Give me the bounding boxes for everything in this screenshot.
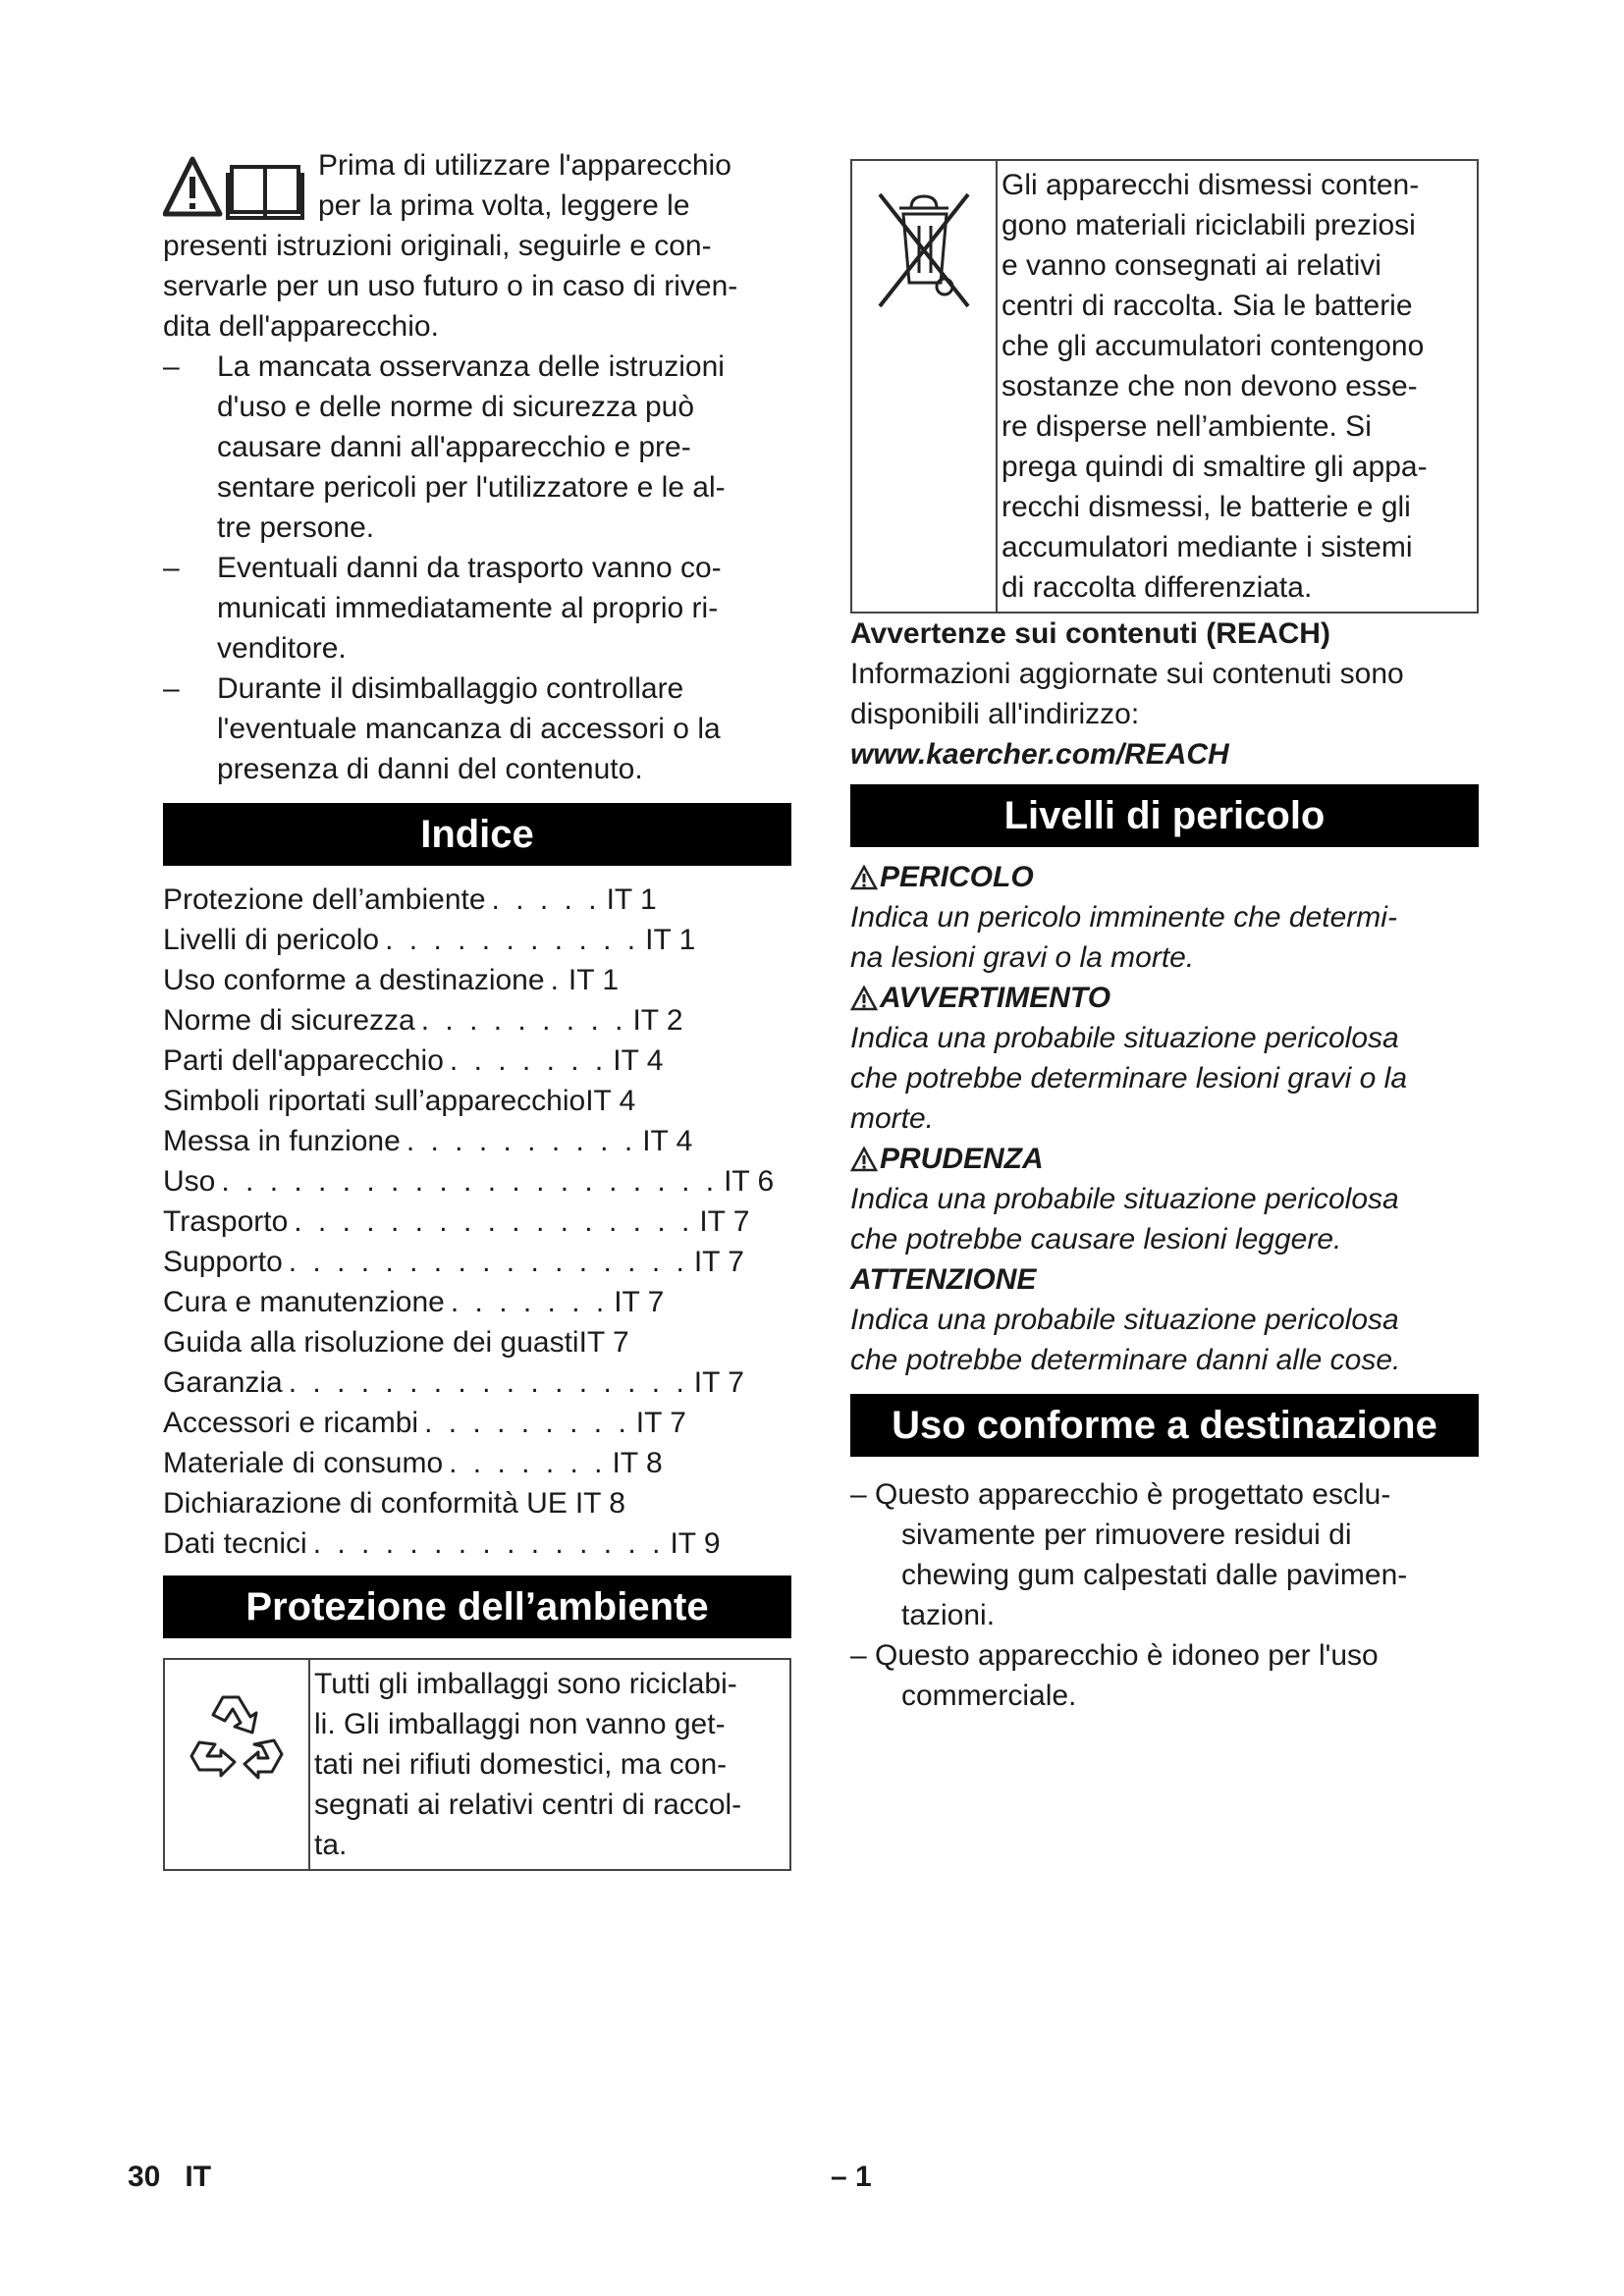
intended-use-list — [850, 1474, 1479, 1716]
hazard-attenzione: ATTENZIONE Indica una probabile situazione pericolosa che potrebbe determinare danni alle cose. — [850, 1263, 1401, 1376]
table-of-contents — [163, 880, 791, 1564]
intro-line-4: servarle per un uso futuro o in caso di riven- — [163, 270, 738, 302]
recycle-text: Tutti gli imballaggi sono riciclabi- li. Gli imballaggi non vanno get- tati nei rifiuti domestici, ma con- segnati ai relativi centri di raccol- ta. — [314, 1668, 742, 1861]
toc-row[interactable]: Norme di sicurezza . . . . . . . . . IT 2 — [163, 1004, 683, 1037]
hazard-prudenza: PRUDENZA Indica una probabile situazione pericolosa che potrebbe causare lesioni leggere. — [850, 1143, 1399, 1255]
page-number: 30 IT — [128, 2161, 212, 2193]
crossed-out-bin-icon — [870, 181, 978, 318]
list-item: – Questo apparecchio è idoneo per l'uso commerciale. — [850, 1639, 1379, 1712]
toc-row[interactable]: Accessori e ricambi . . . . . . . . . IT 7 — [163, 1407, 686, 1439]
recycle-box — [163, 1658, 791, 1871]
toc-row[interactable]: Simboli riportati sull’apparecchio IT 4 — [163, 1085, 636, 1117]
warning-triangle-icon — [850, 986, 878, 1011]
intro-line-2: per la prima volta, leggere le — [318, 189, 690, 222]
intro-icons — [163, 155, 308, 224]
danger-levels-heading: Livelli di pericolo — [850, 784, 1479, 847]
toc-row[interactable]: Cura e manutenzione . . . . . . . IT 7 — [163, 1286, 665, 1318]
list-item: – Questo apparecchio è progettato esclu- sivamente per rimuovere residui di chewing gum calpestati dalle pavimen- tazioni. — [850, 1478, 1408, 1631]
index-heading: Indice — [163, 803, 791, 866]
list-item: – Eventuali danni da trasporto vanno co- municati immediatamente al proprio ri- venditore. — [163, 552, 722, 665]
intro-line-5: dita dell'apparecchio. — [163, 310, 439, 343]
toc-row[interactable]: Parti dell'apparecchio . . . . . . . IT 4 — [163, 1044, 664, 1077]
hazard-avvertimento: AVVERTIMENTO Indica una probabile situazione pericolosa che potrebbe determinare lesioni gravi o la morte. — [850, 982, 1407, 1135]
intro-line-3: presenti istruzioni originali, seguirle e con- — [163, 230, 712, 262]
warning-triangle-icon — [850, 1147, 878, 1172]
toc-row[interactable]: Garanzia . . . . . . . . . . . . . . . . . IT 7 — [163, 1366, 744, 1399]
intended-use-heading: Uso conforme a destinazione — [850, 1394, 1479, 1457]
toc-row[interactable]: Supporto . . . . . . . . . . . . . . . . . IT 7 — [163, 1246, 744, 1278]
reach-heading: Avvertenze sui contenuti (REACH) — [850, 617, 1330, 650]
toc-row[interactable]: Messa in funzione . . . . . . . . . . IT 4 — [163, 1125, 693, 1157]
intro-line-1: Prima di utilizzare l'apparecchio — [318, 149, 731, 182]
recycle-icon — [178, 1685, 296, 1793]
disposal-box — [850, 159, 1479, 614]
toc-row[interactable]: Guida alla risoluzione dei guasti IT 7 — [163, 1326, 629, 1359]
warning-triangle-icon — [163, 155, 308, 224]
left-column — [163, 145, 791, 1871]
warning-list — [163, 347, 791, 789]
toc-row[interactable]: Dati tecnici . . . . . . . . . . . . . . . IT 9 — [163, 1527, 721, 1560]
reach-section: Avvertenze sui contenuti (REACH) Informazioni aggiornate sui contenuti sono disponibili all'indirizzo: www.kaercher.com/REACH — [850, 614, 1479, 774]
page-center-number: – 1 — [831, 2161, 872, 2193]
toc-row[interactable]: Materiale di consumo . . . . . . . IT 8 — [163, 1447, 663, 1479]
warning-triangle-icon — [850, 865, 878, 890]
toc-row[interactable]: Livelli di pericolo . . . . . . . . . . . IT 1 — [163, 924, 696, 956]
open-book-icon — [228, 167, 302, 218]
toc-row[interactable]: Protezione dell’ambiente . . . . . IT 1 — [163, 883, 657, 916]
toc-row[interactable]: Uso conforme a destinazione . IT 1 — [163, 964, 620, 996]
disposal-text: Gli apparecchi dismessi conten- gono materiali riciclabili preziosi e vanno consegnati ai relativi centri di raccolta. Sia le batterie che gli accumulatori contengono sostanze che non devono esse- re disperse nell’ambiente. Si prega quindi di smaltire gli appa- recchi dismessi, le batterie e gli accumulatori mediante i sistemi di raccolta differenziata. — [1001, 169, 1428, 604]
toc-row[interactable]: Trasporto . . . . . . . . . . . . . . . . . IT 7 — [163, 1205, 750, 1238]
hazard-list — [850, 857, 1479, 1380]
hazard-pericolo: PERICOLO Indica un pericolo imminente che determi- na lesioni gravi o la morte. — [850, 861, 1397, 974]
toc-row[interactable]: Uso . . . . . . . . . . . . . . . . . . . . . IT 6 — [163, 1165, 775, 1198]
right-column — [850, 159, 1479, 1716]
list-item: – Durante il disimballaggio controllare l'eventuale mancanza di accessori o la presenza di danni del contenuto. — [163, 672, 721, 785]
toc-row[interactable]: Dichiarazione di conformità UE IT 8 — [163, 1487, 625, 1520]
list-item: – La mancata osservanza delle istruzioni d'uso e delle norme di sicurezza può causare danni all'apparecchio e pre- sentare pericoli per l'utilizzatore e le al- tre persone. — [163, 350, 726, 544]
environment-heading: Protezione dell’ambiente — [163, 1575, 791, 1638]
intro-paragraph — [163, 145, 791, 347]
reach-link[interactable]: www.kaercher.com/REACH — [850, 738, 1229, 771]
